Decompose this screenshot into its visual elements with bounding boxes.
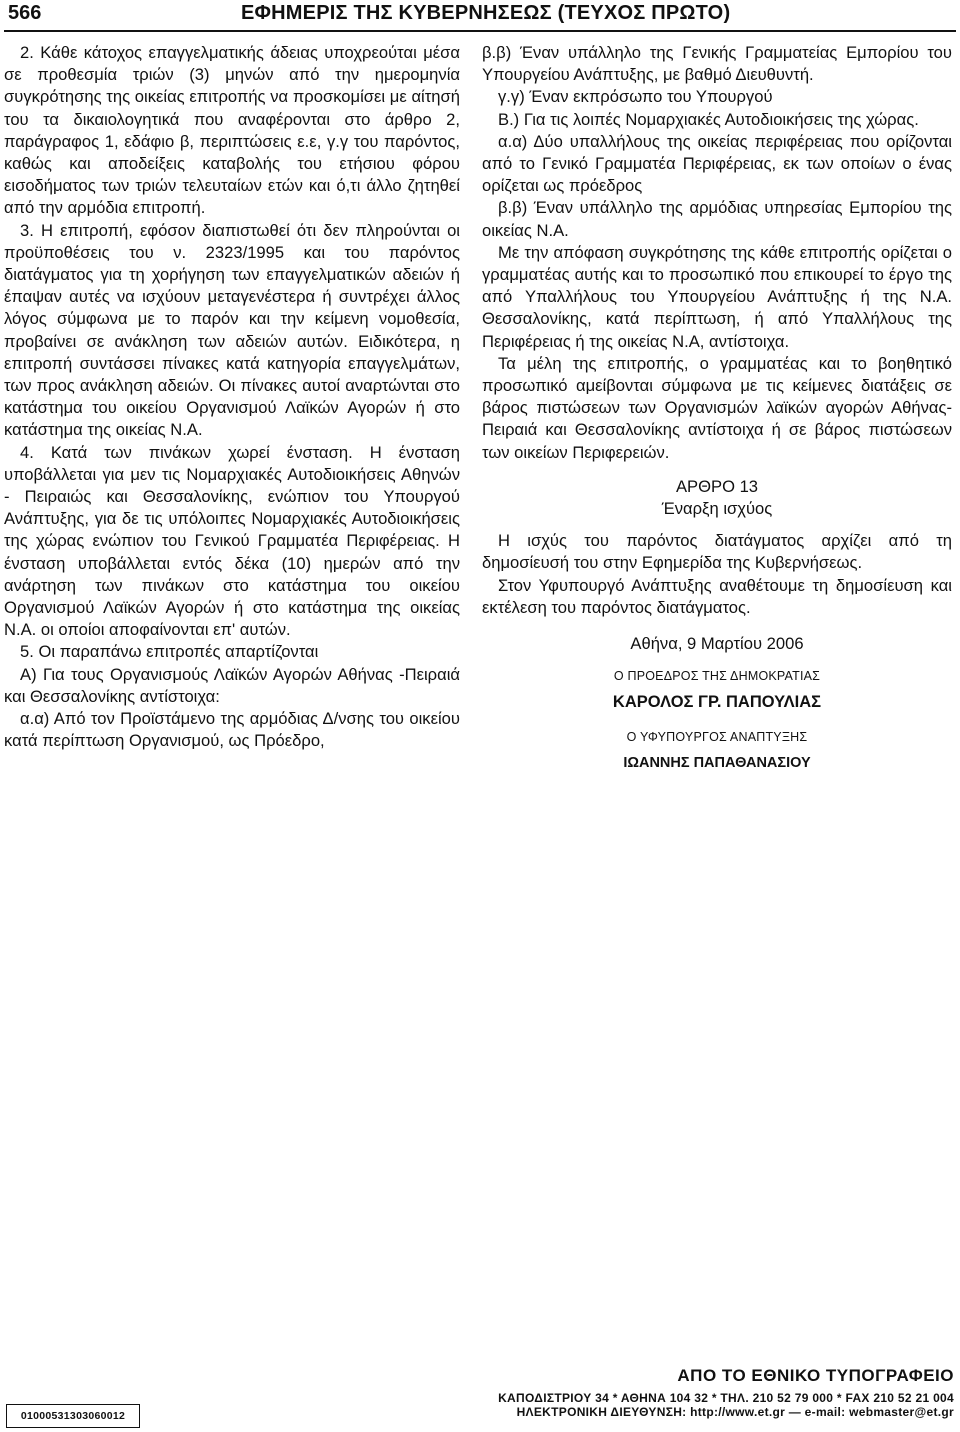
paragraph-execution: Στον Υφυπουργό Ανάπτυξης αναθέτουμε τη δημοσίευση και εκτέλεση του παρόντος διατάγματος. (482, 575, 952, 617)
printer-footer (498, 1366, 954, 1419)
president-name: ΚΑΡΟΛΟΣ ΓΡ. ΠΑΠΟΥΛΙΑΣ (612, 693, 822, 712)
paragraph-5: 5. Οι παραπάνω επιτροπές απαρτίζονται (20, 642, 319, 662)
printer-web: ΗΛΕΚΤΡΟΝΙΚΗ ΔΙΕΥΘΥΝΣΗ: http://www.et.gr — e-mail: webmaster@et.gr (516, 1405, 954, 1419)
right-column (482, 42, 952, 774)
left-column (4, 42, 460, 753)
paragraph-bb: β.β) Έναν υπάλληλο της Γενικής Γραμματείας Εμπορίου του Υπουργείου Ανάπτυξης, με βαθμό Διευθυντή. (482, 43, 952, 85)
president-title: Ο ΠΡΟΕΔΡΟΣ ΤΗΣ ΔΗΜΟΚΡΑΤΙΑΣ (613, 669, 821, 684)
page-number: 566 (8, 2, 42, 24)
article-title: Έναρξη ισχύος (661, 499, 773, 519)
paragraph-5aa: α.α) Από τον Προϊστάμενο της αρμόδιας Δ/νσης του οικείου κατά περίπτωση Οργανισμού, ως Πρόεδρο, (4, 709, 460, 751)
page-header (0, 0, 960, 36)
paragraph-5a: Α) Για τους Οργανισμούς Λαϊκών Αγορών Αθήνας -Πειραιά και Θεσσαλονίκης αντίστοιχα: (4, 664, 460, 706)
gazette-title: ΕΦΗΜΕΡΙΣ ΤΗΣ ΚΥΒΕΡΝΗΣΕΩΣ (ΤΕΥΧΟΣ ΠΡΩΤΟ) (241, 2, 731, 24)
paragraph-gg: γ.γ) Έναν εκπρόσωπο του Υπουργού (498, 87, 773, 107)
paragraph-B-bb: β.β) Έναν υπάλληλο της αρμόδιας υπηρεσίας Εμπορίου της οικείας Ν.Α. (482, 198, 952, 240)
printer-address: ΚΑΠΟΔΙΣΤΡΙΟΥ 34 * ΑΘΗΝΑ 104 32 * ΤΗΛ. 210 52 79 000 * FAX 210 52 21 004 (498, 1391, 954, 1405)
deputy-minister-title: Ο ΥΦΥΠΟΥΡΓΟΣ ΑΝΑΠΤΥΞΗΣ (626, 729, 808, 744)
document-code-box (6, 1404, 140, 1428)
paragraph-2: 2. Κάθε κάτοχος επαγγελματικής άδειας υποχρεούται μέσα σε προθεσμία τριών (3) μηνών από την ημερομηνία συγκρότησης της οικείας επιτροπής να προσκομίσει με αίτησή του τα δικαιολογητικά που αναφέρονται στο άρθρο 2, παράγραφος 1, εδάφιο β, περιπτώσεις ε.ε, γ.γ του παρόντος, καθώς και αποδείξεις καταβολής του ετήσιου φόρου εισοδήματος των τριών τελευταίων ετών και ό,τι άλλο ζητηθεί από την αρμόδια επιτροπή. (4, 43, 460, 218)
deputy-minister-name: ΙΩΑΝΝΗΣ ΠΑΠΑΘΑΝΑΣΙΟΥ (623, 754, 811, 771)
paragraph-B-aa: α.α) Δύο υπαλλήλους της οικείας περιφέρειας που ορίζονται από το Γενικό Γραμματέα Περιφέρειας, εκ των οποίων ο ένας ορίζεται ως πρόεδρος (482, 131, 952, 196)
header-rule (4, 30, 956, 32)
paragraph-4: 4. Κατά των πινάκων χωρεί ένσταση. Η ένσταση υποβάλλεται για μεν τις Νομαρχιακές Αυτοδιοικήσεις Αθηνών - Πειραιώς και Θεσσαλονίκης, ενώπιον του Υπουργού Ανάπτυξης, για δε τις υπόλοιπες Νομαρχιακές Αυτοδιοικήσεις της χώρας ενώπιον του Γενικού Γραμματέα Περιφέρειας. Η ένσταση υποβάλλεται εντός δέκα (10) ημερών από την ανάρτηση των πινάκων στο κατάστημα του οικείου Οργανισμού Λαϊκών Αγορών ή στο κατάστημα της οικείας Ν.Α. οι οποίοι αποφαίνονται επ' αυτών. (4, 442, 460, 640)
document-code: 01000531303060012 (20, 1410, 126, 1422)
paragraph-B: Β.) Για τις λοιπές Νομαρχιακές Αυτοδιοικήσεις της χώρας. (498, 109, 919, 129)
paragraph-remuneration: Τα μέλη της επιτροπής, ο γραμματέας και το βοηθητικό προσωπικό αμείβονται σύμφωνα με τις κείμενες διατάξεις σε βάρος πιστώσεων των Οργανισμών λαϊκών αγορών Αθήνας-Πειραιά και Θεσσαλονίκης αντίστοιχα ή σε βάρος πιστώσεων των οικείων Περιφερειών. (482, 353, 952, 462)
date-place: Αθήνα, 9 Μαρτίου 2006 (630, 634, 804, 654)
article-heading: ΑΡΘΡΟ 13 (675, 476, 759, 496)
paragraph-effect: Η ισχύς του παρόντος διατάγματος αρχίζει από τη δημοσίευσή του στην Εφημερίδα της Κυβερνήσεως. (482, 531, 952, 573)
paragraph-3: 3. Η επιτροπή, εφόσον διαπιστωθεί ότι δεν πληρούνται οι προϋποθέσεις του ν. 2323/1995 και του παρόντος διατάγματος για τη χορήγηση των επαγγελματικών αδειών ή έπαψαν αυτές να ισχύουν μεταγενέστερα ή συντρέχει άλλος λόγος σύμφωνα με το παρόν και την κείμενη νομοθεσία, προβαίνει σε ανάκληση των αδειών αυτών. Ειδικότερα, η επιτροπή συντάσσει πίνακες κατά κατηγορία επαγγελμάτων, των προς ανάκληση αδειών. Οι πίνακες αυτοί αναρτώνται στο κατάστημα του οικείου Οργανισμού Λαϊκών Αγορών ή στο κατάστημα της οικείας Ν.Α. (4, 220, 460, 440)
printer-title: ΑΠΟ ΤΟ ΕΘΝΙΚΟ ΤΥΠΟΓΡΑΦΕΙΟ (677, 1366, 954, 1385)
paragraph-secretary: Με την απόφαση συγκρότησης της κάθε επιτροπής ορίζεται ο γραμματέας αυτής και το προσωπικό που επικουρεί το έργο της από Υπαλλήλους του Υπουργείου Ανάπτυξης ή της Ν.Α. Θεσσαλονίκης, κατά περίπτωση, ή από Υπαλλήλους της Περιφέρειας ή της οικείας Ν.Α, αντίστοιχα. (482, 242, 952, 351)
